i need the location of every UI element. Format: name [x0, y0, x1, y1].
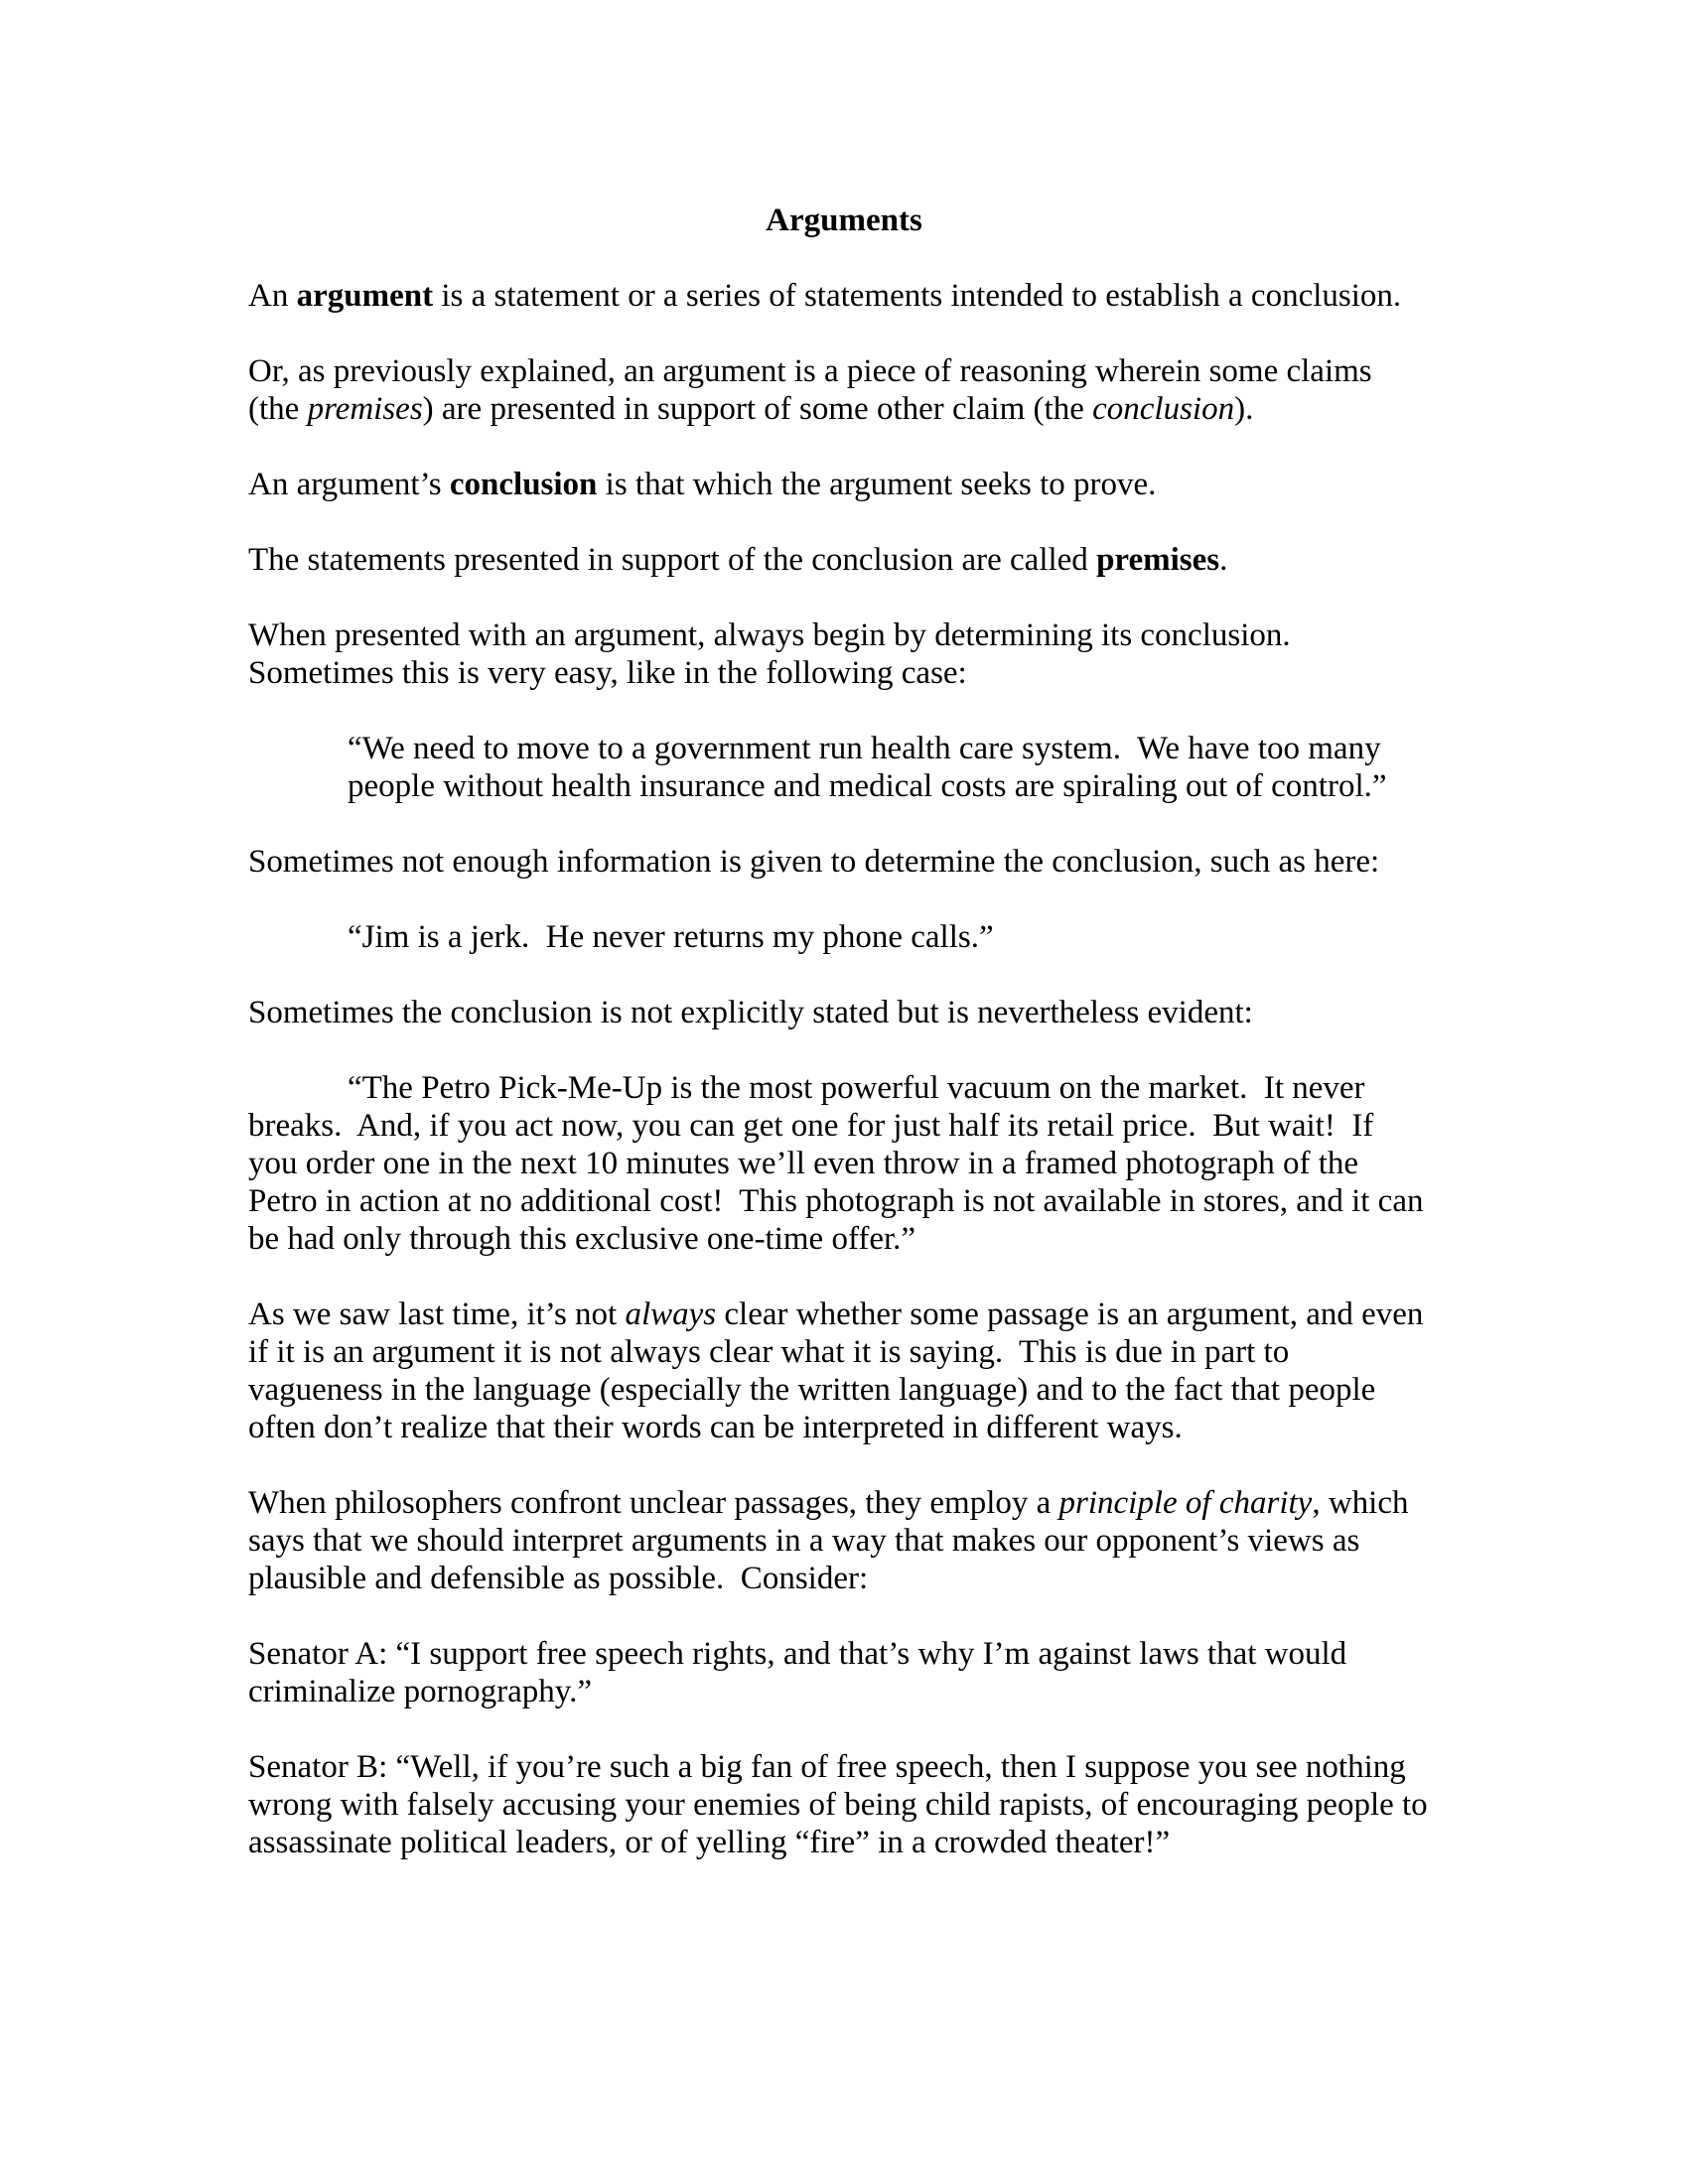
text-line: Senator B: “Well, if you’re such a big fan of free speech, then I suppose you see nothing [248, 1749, 1406, 1785]
text-line: Senator A: “I support free speech rights, and that’s why I’m against laws that would [248, 1636, 1347, 1672]
paragraph-determine-conclusion [248, 616, 1440, 692]
text-line: “We need to move to a government run health care system. We have too many [348, 731, 1381, 766]
paragraph-premises-definition [248, 541, 1440, 579]
text-line: breaks. And, if you act now, you can get one for just half its retail price. But wait! If [248, 1108, 1374, 1144]
italic-term-premises: premises [307, 391, 423, 427]
text-run: , which [1312, 1485, 1409, 1521]
text-run: As we saw last time, it’s not [248, 1297, 626, 1332]
bold-term-argument: argument [296, 278, 434, 314]
text-line: you order one in the next 10 minutes we’ll even throw in a framed photograph of the [248, 1146, 1359, 1181]
text-run: (the [248, 391, 308, 427]
text-line: says that we should interpret arguments in a way that makes our opponent’s views as [248, 1523, 1360, 1559]
text-line: assassinate political leaders, or of yelling “fire” in a crowded theater!” [248, 1825, 1171, 1860]
paragraph-senator-a [248, 1635, 1440, 1710]
bold-term-conclusion: conclusion [449, 467, 598, 502]
text-run: An argument’s [248, 467, 450, 502]
text-line: plausible and defensible as possible. Consider: [248, 1561, 869, 1596]
text-run: clear whether some passage is an argument, and even [716, 1297, 1424, 1332]
paragraph-implicit-conclusion [248, 994, 1440, 1031]
paragraph-senator-b [248, 1748, 1440, 1861]
italic-term-principle-of-charity: principle of charity [1058, 1485, 1313, 1521]
text-line: Or, as previously explained, an argument is a piece of reasoning wherein some claims [248, 353, 1372, 389]
text-line: wrong with falsely accusing your enemies of being child rapists, of encouraging people to [248, 1787, 1428, 1823]
text-run: is that which the argument seeks to prove. [597, 467, 1157, 502]
document-title: Arguments [766, 203, 922, 238]
text-line: Petro in action at no additional cost! This photograph is not available in stores, and it can [248, 1183, 1424, 1219]
text-line [248, 466, 1440, 503]
text-line: criminalize pornography.” [248, 1674, 593, 1709]
text-line [248, 277, 1440, 315]
paragraph-conclusion-definition [248, 466, 1440, 503]
text-line: be had only through this exclusive one-time offer.” [248, 1221, 916, 1257]
text-run: An [248, 278, 297, 314]
text-line: When presented with an argument, always begin by determining its conclusion. [248, 617, 1291, 653]
text-line: if it is an argument it is not always clear what it is saying. This is due in part to [248, 1334, 1290, 1370]
paragraph-principle-of-charity [248, 1484, 1440, 1597]
bold-term-premises: premises [1096, 542, 1220, 578]
paragraph-not-enough-info [248, 843, 1440, 881]
paragraph-argument-restatement [248, 352, 1440, 428]
blockquote-healthcare-example [348, 730, 1440, 805]
text-line: Sometimes this is very easy, like in the following case: [248, 655, 967, 691]
text-run: . [1219, 542, 1228, 578]
text-line: often don’t realize that their words can be interpreted in different ways. [248, 1410, 1183, 1445]
text-line [248, 1484, 1440, 1522]
text-line: people without health insurance and medical costs are spiraling out of control.” [348, 768, 1387, 804]
text-line: vagueness in the language (especially the written language) and to the fact that people [248, 1372, 1376, 1408]
text-run: is a statement or a series of statements intended to establish a conclusion. [433, 278, 1402, 314]
text-line: “The Petro Pick-Me-Up is the most powerful vacuum on the market. It never [348, 1070, 1365, 1106]
paragraph-argument-definition [248, 277, 1440, 315]
text-line: Sometimes the conclusion is not explicitly stated but is nevertheless evident: [248, 995, 1253, 1030]
text-run: ). [1234, 391, 1254, 427]
text-run: The statements presented in support of the conclusion are called [248, 542, 1097, 578]
text-line: Sometimes not enough information is given to determine the conclusion, such as here: [248, 844, 1380, 880]
italic-term-conclusion: conclusion [1092, 391, 1235, 427]
text-line [248, 541, 1440, 579]
paragraph-clarity-discussion [248, 1296, 1440, 1446]
paragraph-petro-example [248, 1069, 1440, 1258]
text-run: When philosophers confront unclear passages, they employ a [248, 1485, 1059, 1521]
italic-term-always: always [625, 1297, 717, 1332]
text-line [248, 390, 1440, 428]
blockquote-jim-example [348, 918, 1440, 956]
text-line [248, 1296, 1440, 1333]
text-run: ) are presented in support of some other claim (the [422, 391, 1093, 427]
text-line: “Jim is a jerk. He never returns my phone calls.” [348, 919, 994, 955]
